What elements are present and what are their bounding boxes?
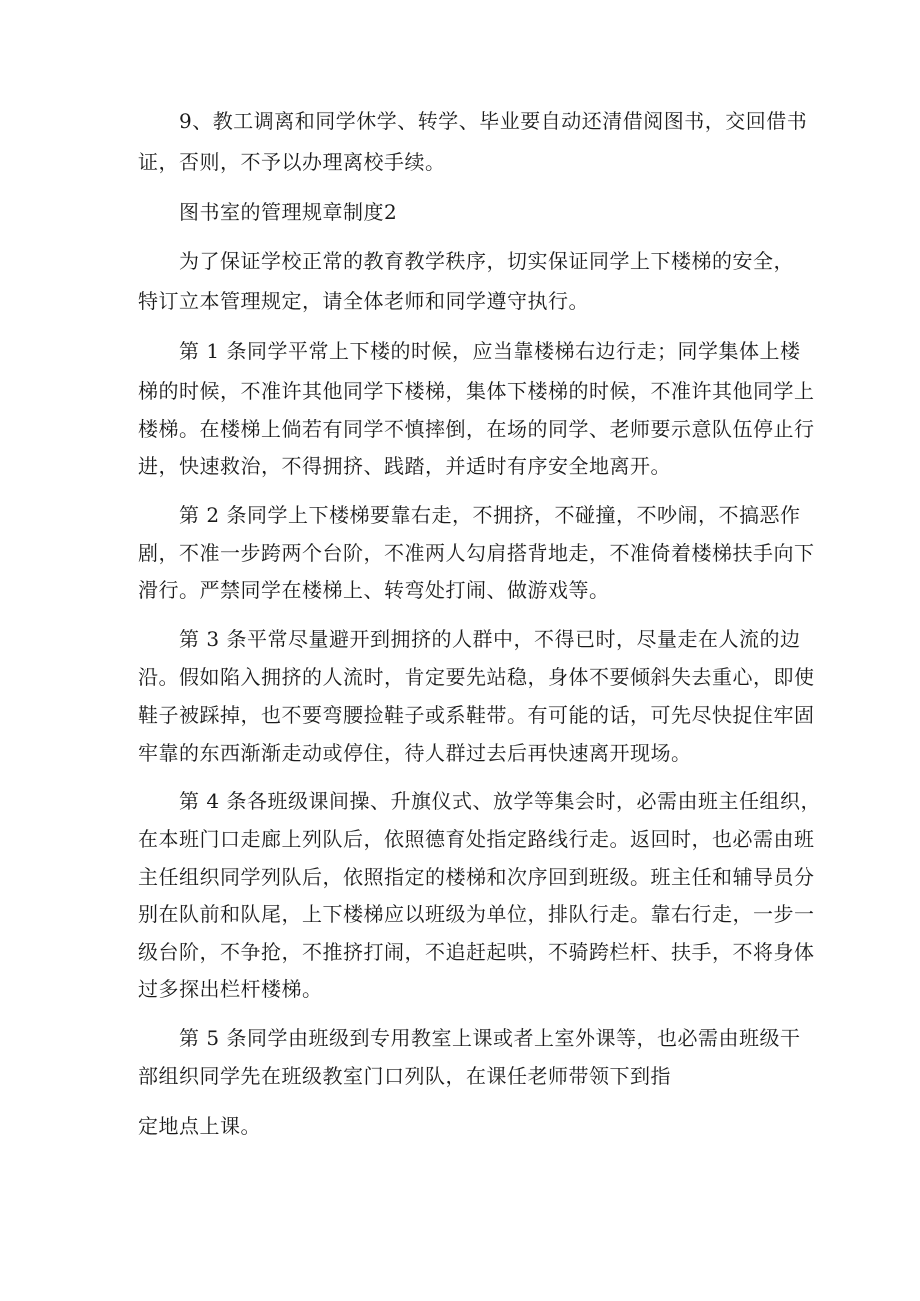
article-4-line-4: 别在队前和队尾，上下楼梯应以班级为单位，排队行走。靠右行走，一步一 bbox=[138, 902, 815, 926]
article-3-line-4: 牢靠的东西渐渐走动或停住，待人群过去后再快速离开现场。 bbox=[138, 741, 692, 765]
article-4-line-2: 在本班门口走廊上列队后，依照德育处指定路线行走。返回时，也必需由班 bbox=[138, 827, 815, 851]
article-4-line-3: 主任组织同学列队后，依照指定的楼梯和次序回到班级。班主任和辅导员分 bbox=[138, 865, 815, 889]
article-5-line-2: 部组织同学先在班级教室门口列队，在课任老师带领下到指 bbox=[138, 1064, 671, 1088]
article-3-line-1: 第 3 条平常尽量避开到拥挤的人群中，不得已时，尽量走在人流的边 bbox=[179, 627, 801, 651]
article-3-line-2: 沿。假如陷入拥挤的人流时，肯定要先站稳，身体不要倾斜失去重心，即使 bbox=[138, 665, 815, 689]
article-4-line-5: 级台阶，不争抢，不推挤打闹，不追赶起哄，不骑跨栏杆、扶手，不将身体 bbox=[138, 940, 815, 964]
article-4-line-6: 过多探出栏杆楼梯。 bbox=[138, 977, 323, 1001]
article-3-line-3: 鞋子被踩掉，也不要弯腰捡鞋子或系鞋带。有可能的话，可先尽快捉住牢固 bbox=[138, 703, 815, 727]
article-1-line-3: 楼梯。在楼梯上倘若有同学不慎摔倒，在场的同学、老师要示意队伍停止行 bbox=[138, 417, 815, 441]
article-1-line-2: 梯的时候，不准许其他同学下楼梯，集体下楼梯的时候，不准许其他同学上 bbox=[138, 379, 815, 403]
article-2-line-1: 第 2 条同学上下楼梯要靠右走，不拥挤，不碰撞，不吵闹，不搞恶作 bbox=[179, 503, 801, 527]
intro-paragraph-line-1: 为了保证学校正常的教育教学秩序，切实保证同学上下楼梯的安全， bbox=[179, 249, 794, 273]
article-2-line-2: 剧，不准一步跨两个台阶，不准两人勾肩搭背地走，不准倚着楼梯扶手向下 bbox=[138, 541, 815, 565]
article-1-line-4: 进，快速救治，不得拥挤、践踏，并适时有序安全地离开。 bbox=[138, 454, 671, 478]
intro-paragraph-line-2: 特订立本管理规定，请全体老师和同学遵守执行。 bbox=[138, 289, 589, 313]
article-5-line-3: 定地点上课。 bbox=[138, 1114, 261, 1138]
paragraph-9-line-2: 证，否则，不予以办理离校手续。 bbox=[138, 150, 446, 174]
article-2-line-3: 滑行。严禁同学在楼梯上、转弯处打闹、做游戏等。 bbox=[138, 578, 610, 602]
article-4-line-1: 第 4 条各班级课间操、升旗仪式、放学等集会时，必需由班主任组织， bbox=[179, 789, 821, 813]
section-heading: 图书室的管理规章制度2 bbox=[179, 200, 398, 224]
paragraph-9-line-1: 9、教工调离和同学休学、转学、毕业要自动还清借阅图书，交回借书 bbox=[179, 109, 808, 133]
article-5-line-1: 第 5 条同学由班级到专用教室上课或者上室外课等，也必需由班级干 bbox=[179, 1026, 801, 1050]
article-1-line-1: 第 1 条同学平常上下楼的时候，应当靠楼梯右边行走；同学集体上楼 bbox=[179, 339, 801, 363]
